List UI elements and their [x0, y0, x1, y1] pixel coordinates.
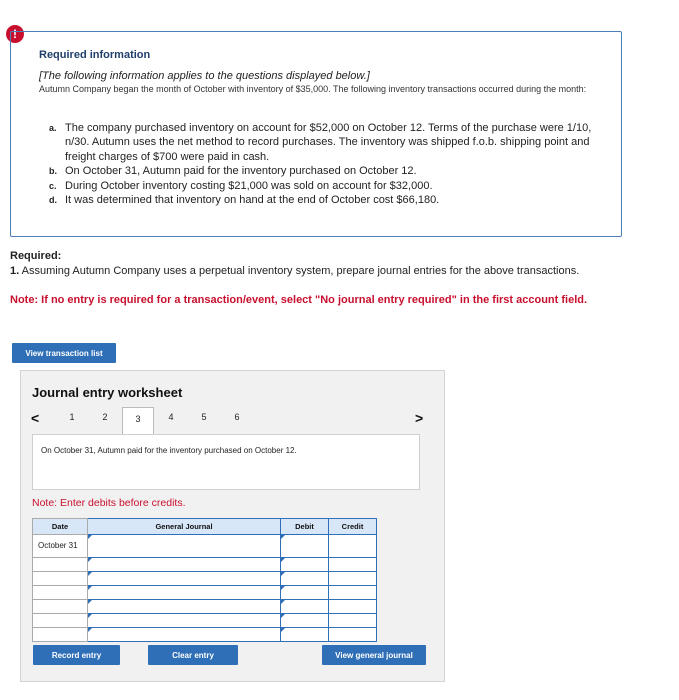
table-row [33, 572, 377, 586]
dropdown-marker-icon [88, 558, 92, 562]
required-instructions [10, 264, 610, 278]
credit-input[interactable] [329, 586, 377, 600]
date-cell [33, 572, 88, 586]
tab-4[interactable]: 4 [168, 412, 174, 422]
credit-input[interactable] [329, 614, 377, 628]
input-marker-icon [281, 600, 285, 604]
item-text: On October 31, Autumn paid for the inventory purchased on October 12. [65, 165, 417, 178]
required-note: Note: If no entry is required for a transaction/event, select "No journal entry required" in the first account field. [10, 294, 588, 306]
date-cell [33, 628, 88, 642]
credit-input[interactable] [329, 628, 377, 642]
transaction-list [49, 121, 604, 207]
debit-input[interactable] [281, 572, 329, 586]
tab-3[interactable]: 3 [122, 407, 154, 434]
input-marker-icon [281, 614, 285, 618]
item-text: During October inventory costing $21,000 was sold on account for $32,000. [65, 179, 433, 192]
required-text: Assuming Autumn Company uses a perpetual inventory system, prepare journal entries for the above transactions. [21, 265, 580, 277]
chevron-right-icon[interactable]: > [415, 410, 424, 426]
tab-2[interactable]: 2 [102, 412, 108, 422]
record-entry-button[interactable]: Record entry [33, 645, 120, 665]
table-row [33, 600, 377, 614]
chevron-left-icon[interactable]: < [31, 410, 40, 426]
input-marker-icon [281, 586, 285, 590]
journal-entry-worksheet [20, 370, 445, 682]
date-cell [33, 535, 88, 558]
item-label: a. [49, 123, 57, 133]
item-label: d. [49, 195, 57, 206]
input-marker-icon [281, 558, 285, 562]
account-select[interactable] [88, 614, 281, 628]
credit-input[interactable] [329, 558, 377, 572]
transaction-description: On October 31, Autumn paid for the inventory purchased on October 12. [41, 446, 297, 455]
alert-icon: ! [6, 25, 24, 43]
list-item [49, 164, 604, 178]
required-information-panel [10, 31, 622, 237]
dropdown-marker-icon [88, 572, 92, 576]
table-row [33, 628, 377, 642]
account-select[interactable] [88, 572, 281, 586]
dropdown-marker-icon [88, 535, 92, 539]
credit-input[interactable] [329, 600, 377, 614]
account-select[interactable] [88, 558, 281, 572]
table-row [33, 535, 377, 558]
dropdown-marker-icon [88, 586, 92, 590]
item-text: It was determined that inventory on hand at the end of October cost $66,180. [65, 194, 440, 207]
view-general-journal-button[interactable]: View general journal [322, 645, 426, 665]
worksheet-pagination [21, 407, 446, 435]
transaction-description-box [32, 434, 420, 490]
input-marker-icon [281, 628, 285, 632]
debit-input[interactable] [281, 600, 329, 614]
account-select[interactable] [88, 535, 281, 558]
info-intro: Autumn Company began the month of October with inventory of $35,000. The following inventory transactions occurred during the month: [39, 84, 587, 94]
account-select[interactable] [88, 586, 281, 600]
table-row [33, 614, 377, 628]
debit-input[interactable] [281, 586, 329, 600]
required-heading: Required: [10, 250, 62, 262]
tab-1[interactable]: 1 [69, 412, 75, 422]
clear-entry-button[interactable]: Clear entry [148, 645, 238, 665]
info-title: Required information [39, 49, 151, 61]
col-header-date: Date [33, 519, 88, 535]
tab-5[interactable]: 5 [201, 412, 207, 422]
list-item [49, 193, 604, 207]
date-cell [33, 614, 88, 628]
table-row [33, 586, 377, 600]
col-header-general-journal: General Journal [88, 519, 281, 535]
debit-input[interactable] [281, 558, 329, 572]
list-item [49, 179, 604, 193]
tab-6[interactable]: 6 [234, 412, 240, 422]
credit-input[interactable] [329, 572, 377, 586]
date-cell [33, 600, 88, 614]
debit-input[interactable] [281, 628, 329, 642]
input-marker-icon [281, 535, 285, 539]
account-select[interactable] [88, 628, 281, 642]
date-value: October 31 [38, 541, 78, 550]
journal-table [32, 518, 377, 642]
dropdown-marker-icon [88, 628, 92, 632]
required-number: 1. [10, 265, 20, 277]
debit-input[interactable] [281, 614, 329, 628]
col-header-debit: Debit [281, 519, 329, 535]
item-label: c. [49, 180, 57, 191]
date-cell [33, 558, 88, 572]
item-text: The company purchased inventory on account for $52,000 on October 12. Terms of the purchase were 1/10, n/30. Autumn uses the net method to record purchases. The inventory was shipped f.o.b. shipping point and freight charges of $700 were paid in cash. [65, 122, 592, 163]
credit-input[interactable] [329, 535, 377, 558]
dropdown-marker-icon [88, 614, 92, 618]
list-item [49, 121, 604, 164]
date-cell [33, 586, 88, 600]
table-row [33, 558, 377, 572]
worksheet-note: Note: Enter debits before credits. [32, 497, 186, 509]
worksheet-title: Journal entry worksheet [32, 385, 183, 400]
item-label: b. [49, 166, 57, 177]
account-select[interactable] [88, 600, 281, 614]
debit-input[interactable] [281, 535, 329, 558]
view-transaction-list-button[interactable]: View transaction list [12, 343, 116, 363]
dropdown-marker-icon [88, 600, 92, 604]
input-marker-icon [281, 572, 285, 576]
col-header-credit: Credit [329, 519, 377, 535]
info-subtitle: [The following information applies to the questions displayed below.] [39, 70, 370, 82]
